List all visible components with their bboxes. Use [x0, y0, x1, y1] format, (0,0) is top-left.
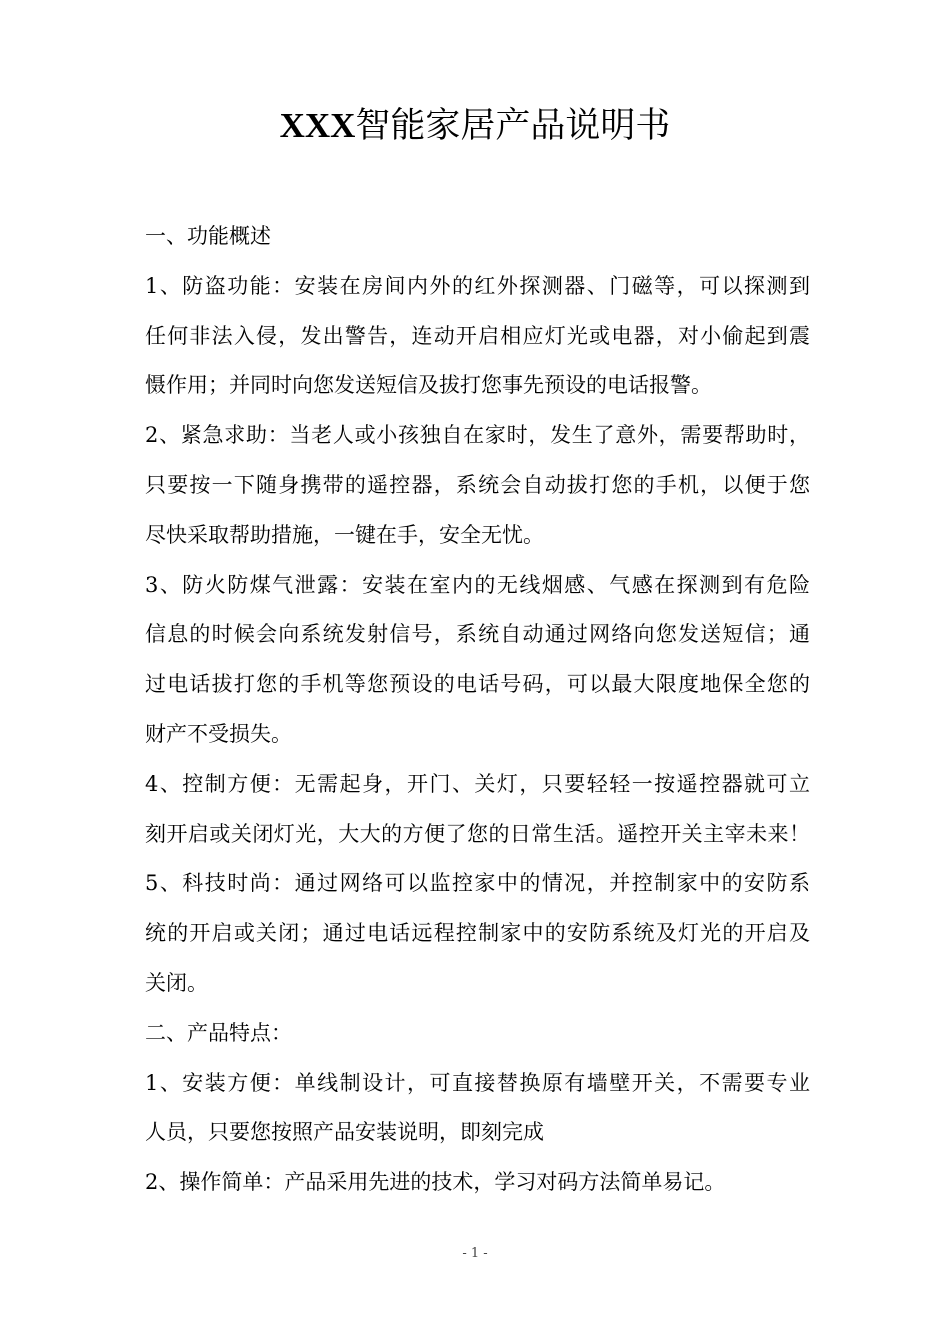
title-latin-part: XXX: [279, 106, 356, 145]
body-line: 关闭。: [145, 970, 208, 995]
body-line: 人员，只要您按照产品安装说明，即刻完成: [145, 1120, 544, 1145]
body-line: 尽快采取帮助措施，一键在手，安全无忧。: [145, 522, 544, 547]
body-line: 任何非法入侵，发出警告，连动开启相应灯光或电器，对小偷起到震: [145, 323, 810, 348]
body-line: 4、控制方便：无需起身，开门、关灯，只要轻轻一按遥控器就可立: [145, 771, 810, 796]
body-line: 刻开启或关闭灯光，大大的方便了您的日常生活。遥控开关主宰未来！: [145, 821, 810, 846]
body-line: 只要按一下随身携带的遥控器，系统会自动拔打您的手机，以便于您: [145, 472, 810, 497]
section-heading: 二、产品特点：: [145, 1020, 292, 1045]
document-title: [0, 100, 950, 152]
body-line: 2、紧急求助：当老人或小孩独自在家时，发生了意外，需要帮助时，: [145, 423, 810, 448]
body-line: 1、安装方便：单线制设计，可直接替换原有墙壁开关，不需要专业: [145, 1070, 810, 1095]
body-line: 过电话拔打您的手机等您预设的电话号码，可以最大限度地保全您的: [145, 672, 810, 697]
body-line: 5、科技时尚：通过网络可以监控家中的情况，并控制家中的安防系: [145, 871, 810, 896]
body-line: 1、防盗功能：安装在房间内外的红外探测器、门磁等，可以探测到: [145, 273, 810, 298]
body-line: 3、防火防煤气泄露：安装在室内的无线烟感、气感在探测到有危险: [145, 572, 810, 597]
section-heading: 一、功能概述: [145, 224, 271, 248]
page-number: - 1 -: [462, 1246, 488, 1261]
body-line: 统的开启或关闭；通过电话远程控制家中的安防系统及灯光的开启及: [145, 921, 810, 946]
body-line: 2、操作简单：产品采用先进的技术，学习对码方法简单易记。: [145, 1170, 726, 1195]
body-line: 慑作用；并同时向您发送短信及拔打您事先预设的电话报警。: [145, 373, 712, 398]
title-cjk-part: 智能家居产品说明书: [355, 106, 671, 146]
body-line: 财产不受损失。: [145, 721, 292, 746]
body-line: 信息的时候会向系统发射信号，系统自动通过网络向您发送短信；通: [145, 622, 810, 647]
document-body: [145, 212, 810, 1208]
